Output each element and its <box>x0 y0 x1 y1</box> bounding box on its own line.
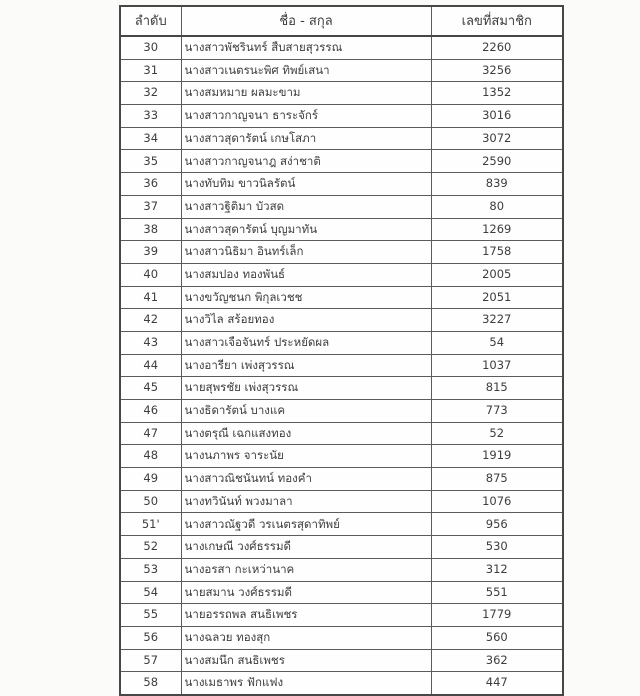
member-number-cell: 2590 <box>431 150 563 173</box>
table-row <box>120 82 563 105</box>
order-cell: 37 <box>120 195 181 218</box>
table-row <box>120 377 563 400</box>
column-header-member-number: เลขที่สมาชิก <box>431 6 563 36</box>
order-cell: 57 <box>120 649 181 672</box>
member-number-cell: 1076 <box>431 490 563 513</box>
member-number-cell: 3227 <box>431 309 563 332</box>
name-cell: นางสาวสุดารัตน์ เกษโสภา <box>181 127 431 150</box>
table-row <box>120 354 563 377</box>
order-cell: 49 <box>120 468 181 491</box>
header-row <box>120 6 563 36</box>
order-cell: 38 <box>120 218 181 241</box>
name-cell: นางเกษณี วงศ์ธรรมดี <box>181 536 431 559</box>
column-header-name: ชื่อ - สกุล <box>181 6 431 36</box>
member-number-cell: 54 <box>431 331 563 354</box>
order-cell: 47 <box>120 422 181 445</box>
member-table-body <box>120 36 563 695</box>
name-cell: นางสาวพัชรินทร์ สืบสายสุวรรณ <box>181 36 431 59</box>
table-row <box>120 218 563 241</box>
member-number-cell: 1269 <box>431 218 563 241</box>
column-header-order: ลำดับ <box>120 6 181 36</box>
member-list-table <box>119 5 564 696</box>
order-cell: 32 <box>120 82 181 105</box>
table-row <box>120 127 563 150</box>
order-cell: 41 <box>120 286 181 309</box>
table-row <box>120 513 563 536</box>
member-number-cell: 956 <box>431 513 563 536</box>
table-row <box>120 445 563 468</box>
name-cell: นางฉลวย ทองสุก <box>181 626 431 649</box>
table-row <box>120 626 563 649</box>
order-cell: 35 <box>120 150 181 173</box>
member-number-cell: 1037 <box>431 354 563 377</box>
order-cell: 33 <box>120 105 181 128</box>
order-cell: 51' <box>120 513 181 536</box>
name-cell: นางอารียา เพ่งสุวรรณ <box>181 354 431 377</box>
order-cell: 40 <box>120 263 181 286</box>
table-row <box>120 490 563 513</box>
order-cell: 30 <box>120 36 181 59</box>
table-row <box>120 581 563 604</box>
name-cell: นางสาวณัฐวดี วรเนตรสุดาทิพย์ <box>181 513 431 536</box>
order-cell: 45 <box>120 377 181 400</box>
name-cell: นางทับทิม ขาวนิลรัตน์ <box>181 173 431 196</box>
table-header <box>120 6 563 36</box>
table-row <box>120 422 563 445</box>
name-cell: นางสาวเนตรนะพิศ ทิพย์เสนา <box>181 59 431 82</box>
name-cell: นางทวินันท์ พวงมาลา <box>181 490 431 513</box>
member-number-cell: 1352 <box>431 82 563 105</box>
order-cell: 46 <box>120 400 181 423</box>
table-row <box>120 173 563 196</box>
name-cell: นางสมหมาย ผลมะขาม <box>181 82 431 105</box>
name-cell: นางขวัญชนก พิกุลเวชช <box>181 286 431 309</box>
member-number-cell: 560 <box>431 626 563 649</box>
table-row <box>120 558 563 581</box>
table-row <box>120 331 563 354</box>
order-cell: 36 <box>120 173 181 196</box>
table-row <box>120 604 563 627</box>
name-cell: นางสาวเจือจันทร์ ประหยัดผล <box>181 331 431 354</box>
name-cell: นางสมปอง ทองพันธ์ <box>181 263 431 286</box>
name-cell: นายสมาน วงศ์ธรรมดี <box>181 581 431 604</box>
order-cell: 34 <box>120 127 181 150</box>
table-row <box>120 105 563 128</box>
member-number-cell: 1758 <box>431 241 563 264</box>
name-cell: นางสาวกาญจนา ธาระจักร์ <box>181 105 431 128</box>
table-row <box>120 468 563 491</box>
member-number-cell: 551 <box>431 581 563 604</box>
order-cell: 50 <box>120 490 181 513</box>
order-cell: 55 <box>120 604 181 627</box>
member-number-cell: 312 <box>431 558 563 581</box>
table-row <box>120 309 563 332</box>
table-row <box>120 195 563 218</box>
table-row <box>120 36 563 59</box>
name-cell: นางสาวณิชนันทน์ ทองคำ <box>181 468 431 491</box>
member-number-cell: 3072 <box>431 127 563 150</box>
member-number-cell: 2005 <box>431 263 563 286</box>
member-number-cell: 3256 <box>431 59 563 82</box>
table-row <box>120 150 563 173</box>
table-row <box>120 649 563 672</box>
order-cell: 42 <box>120 309 181 332</box>
table-row <box>120 672 563 695</box>
member-number-cell: 875 <box>431 468 563 491</box>
table-row <box>120 400 563 423</box>
member-number-cell: 2260 <box>431 36 563 59</box>
table-row <box>120 286 563 309</box>
order-cell: 48 <box>120 445 181 468</box>
name-cell: นางเมธาพร ฟักแฟง <box>181 672 431 695</box>
name-cell: นางสาวกาญจนาฎ สง่าชาติ <box>181 150 431 173</box>
name-cell: นางตรุณี เฉกแสงทอง <box>181 422 431 445</box>
member-number-cell: 362 <box>431 649 563 672</box>
member-number-cell: 530 <box>431 536 563 559</box>
name-cell: นางสมนึก สนธิเพชร <box>181 649 431 672</box>
member-number-cell: 773 <box>431 400 563 423</box>
name-cell: นางธิดารัตน์ บางแค <box>181 400 431 423</box>
table-row <box>120 59 563 82</box>
name-cell: นายอรรถพล สนธิเพชร <box>181 604 431 627</box>
order-cell: 52 <box>120 536 181 559</box>
order-cell: 43 <box>120 331 181 354</box>
order-cell: 31 <box>120 59 181 82</box>
member-number-cell: 80 <box>431 195 563 218</box>
member-number-cell: 815 <box>431 377 563 400</box>
name-cell: นางสาวนิธิมา อินทร์เล็ก <box>181 241 431 264</box>
member-number-cell: 1919 <box>431 445 563 468</box>
member-number-cell: 839 <box>431 173 563 196</box>
order-cell: 56 <box>120 626 181 649</box>
member-number-cell: 3016 <box>431 105 563 128</box>
member-number-cell: 52 <box>431 422 563 445</box>
name-cell: นางสาวฐิติมา บัวสด <box>181 195 431 218</box>
table-row <box>120 241 563 264</box>
name-cell: นางวิไล สร้อยทอง <box>181 309 431 332</box>
order-cell: 53 <box>120 558 181 581</box>
member-number-cell: 447 <box>431 672 563 695</box>
name-cell: นายสุพรชัย เพ่งสุวรรณ <box>181 377 431 400</box>
member-number-cell: 2051 <box>431 286 563 309</box>
order-cell: 54 <box>120 581 181 604</box>
member-number-cell: 1779 <box>431 604 563 627</box>
name-cell: นางอรสา กะเหว่านาค <box>181 558 431 581</box>
table-row <box>120 536 563 559</box>
name-cell: นางสาวสุดารัตน์ บุญมาทัน <box>181 218 431 241</box>
name-cell: นางนภาพร จาระนัย <box>181 445 431 468</box>
order-cell: 58 <box>120 672 181 695</box>
order-cell: 39 <box>120 241 181 264</box>
order-cell: 44 <box>120 354 181 377</box>
table-row <box>120 263 563 286</box>
